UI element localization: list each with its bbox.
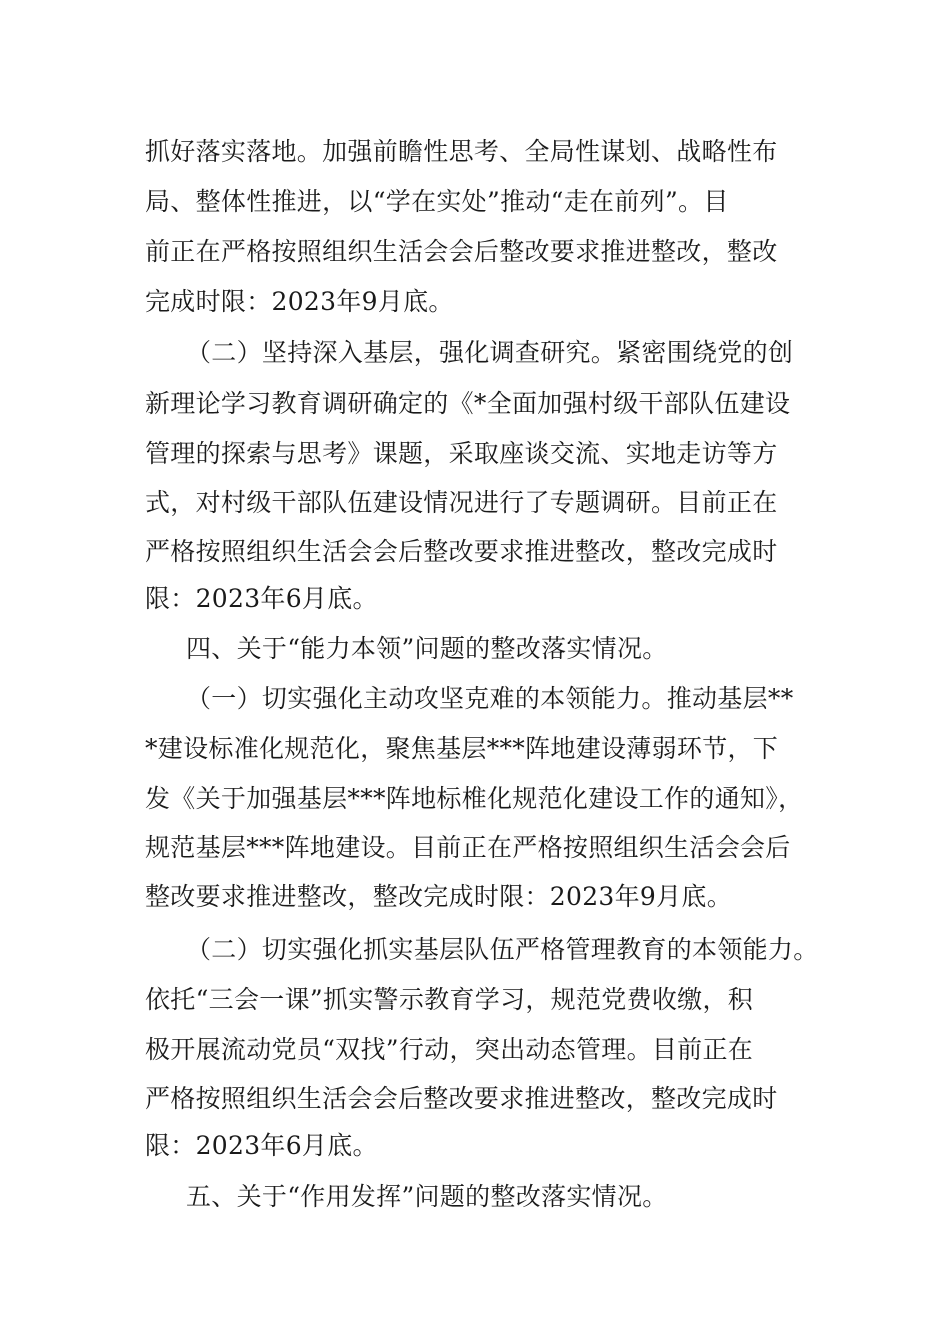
body-text-line: 抓好落实落地。加强前瞻性思考、全局性谋划、战略性布 — [145, 137, 778, 166]
body-text-line: *建设标准化规范化，聚焦基层***阵地建设薄弱环节，下 — [145, 734, 779, 763]
section-heading: 五、关于“作用发挥”问题的整改落实情况。 — [186, 1182, 668, 1211]
body-text-line: 发《关于加强基层***阵地标椎化规范化建设工作的通知》， — [145, 784, 804, 813]
section-heading: 四、关于“能力本领”问题的整改落实情况。 — [186, 634, 668, 663]
body-text-line: 管理的探索与思考》课题，采取座谈交流、实地走访等方 — [145, 439, 778, 468]
body-text-line: 依托“三会一课”抓实警示教育学习，规范党费收缴，积 — [145, 985, 754, 1014]
body-text-line: 前正在严格按照组织生活会会后整改要求推进整改，整改 — [145, 237, 778, 266]
body-text-line: 严格按照组织生活会会后整改要求推进整改，整改完成时 — [145, 1084, 778, 1113]
body-text-line: 严格按照组织生活会会后整改要求推进整改，整改完成时 — [145, 537, 778, 566]
body-text-line: 式，对村级干部队伍建设情况进行了专题调研。目前正在 — [145, 488, 778, 517]
body-text-line: 限：2023年6月底。 — [145, 1131, 378, 1160]
body-text-line: 新理论学习教育调研确定的《*全面加强村级干部队伍建设 — [145, 389, 791, 418]
paragraph-start-line: （二）切实强化抓实基层队伍严格管理教育的本领能力。 — [186, 935, 819, 964]
paragraph-start-line: （二）坚持深入基层，强化调查研究。紧密围绕党的创 — [186, 338, 794, 367]
body-text-line: 完成时限：2023年9月底。 — [145, 287, 454, 316]
paragraph-start-line: （一）切实强化主动攻坚克难的本领能力。推动基层** — [186, 684, 794, 713]
body-text-line: 限：2023年6月底。 — [145, 584, 378, 613]
body-text-line: 极开展流动党员“双找”行动，突出动态管理。目前正在 — [145, 1035, 754, 1064]
body-text-line: 整改要求推进整改，整改完成时限：2023年9月底。 — [145, 882, 733, 911]
body-text-line: 规范基层***阵地建设。目前正在严格按照组织生活会会后 — [145, 833, 791, 862]
body-text-line: 局、整体性推进，以“学在实处”推动“走在前列”。目 — [145, 187, 729, 216]
